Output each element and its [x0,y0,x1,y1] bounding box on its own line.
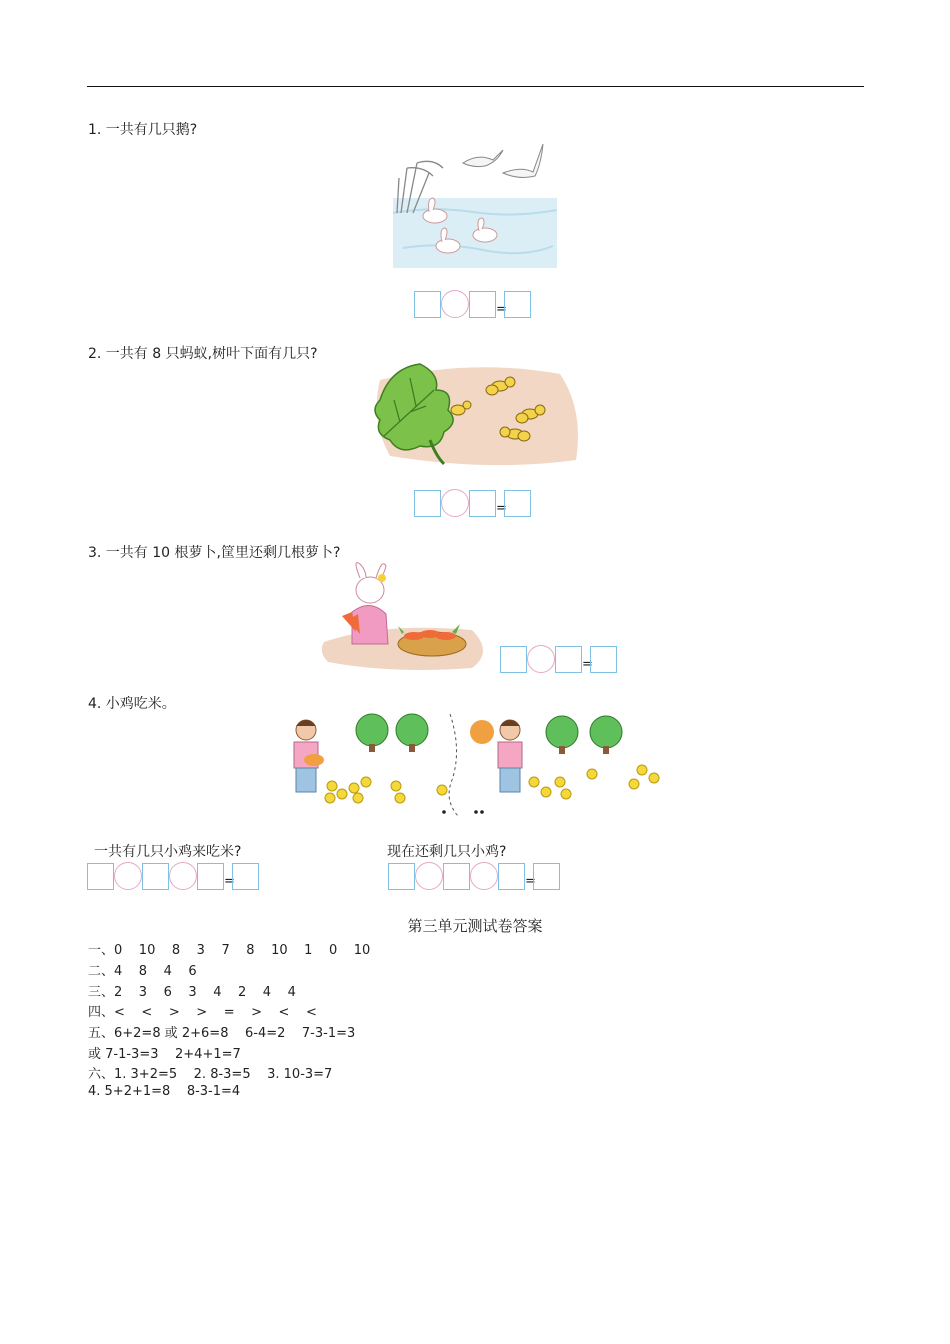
header-rule [87,86,864,87]
answer-box[interactable] [500,646,527,673]
answer-box[interactable] [414,291,441,318]
answer-box[interactable] [590,646,617,673]
answer-line: 三、2 3 6 3 4 2 4 4 [88,985,296,1000]
answer-row-3 [500,643,617,673]
equals-sign: = [496,501,507,516]
answer-row-1 [414,288,531,318]
answer-box[interactable] [87,863,114,890]
geese-picture [393,138,557,268]
answer-box[interactable] [504,291,531,318]
equals-sign: = [496,302,507,317]
answer-row-2 [414,487,531,517]
answer-row-4b [388,860,560,890]
chicks-picture [284,710,666,818]
answer-line: 或 7-1-3=3 2+4+1=7 [88,1047,241,1062]
operator-circle[interactable] [415,862,443,890]
answer-line: 六、1. 3+2=5 2. 8-3=5 3. 10-3=7 [88,1067,333,1082]
answer-box[interactable] [469,490,496,517]
q4-left-prompt: 一共有几只小鸡来吃米? [94,844,242,860]
answer-key-title: 第三单元测试卷答案 [407,917,543,935]
operator-circle[interactable] [169,862,197,890]
q4-right-prompt: 现在还剩几只小鸡? [387,844,507,860]
operator-circle[interactable] [441,489,469,517]
equals-sign: = [224,874,235,889]
answer-box[interactable] [388,863,415,890]
right-scene [470,716,659,799]
question-1: 1. 一共有几只鹅? [88,122,198,138]
answer-box[interactable] [414,490,441,517]
answer-box[interactable] [232,863,259,890]
equals-sign: = [582,657,593,672]
question-2: 2. 一共有 8 只蚂蚁,树叶下面有几只? [88,346,318,362]
question-4: 4. 小鸡吃米。 [88,696,176,712]
ants-leaf-picture [370,360,580,472]
equals-sign: = [525,874,536,889]
operator-circle[interactable] [470,862,498,890]
answer-box[interactable] [443,863,470,890]
operator-circle[interactable] [527,645,555,673]
left-scene [294,714,447,803]
answer-box[interactable] [469,291,496,318]
question-3: 3. 一共有 10 根萝卜,筐里还剩几根萝卜? [88,545,341,561]
answer-box[interactable] [197,863,224,890]
answer-line: 一、0 10 8 3 7 8 10 1 0 10 [88,943,371,958]
answer-box[interactable] [498,863,525,890]
answer-box[interactable] [533,863,560,890]
answer-line: 四、< < > > = > < < [88,1005,317,1020]
answer-row-4a [87,860,259,890]
answer-line: 五、6+2=8 或 2+6=8 6-4=2 7-3-1=3 [88,1026,356,1041]
answer-box[interactable] [555,646,582,673]
answer-line: 二、4 8 4 6 [88,964,197,979]
operator-circle[interactable] [114,862,142,890]
operator-circle[interactable] [441,290,469,318]
answer-box[interactable] [504,490,531,517]
rabbit-carrots-picture [322,562,492,674]
answer-line: 4. 5+2+1=8 8-3-1=4 [88,1084,241,1099]
answer-box[interactable] [142,863,169,890]
